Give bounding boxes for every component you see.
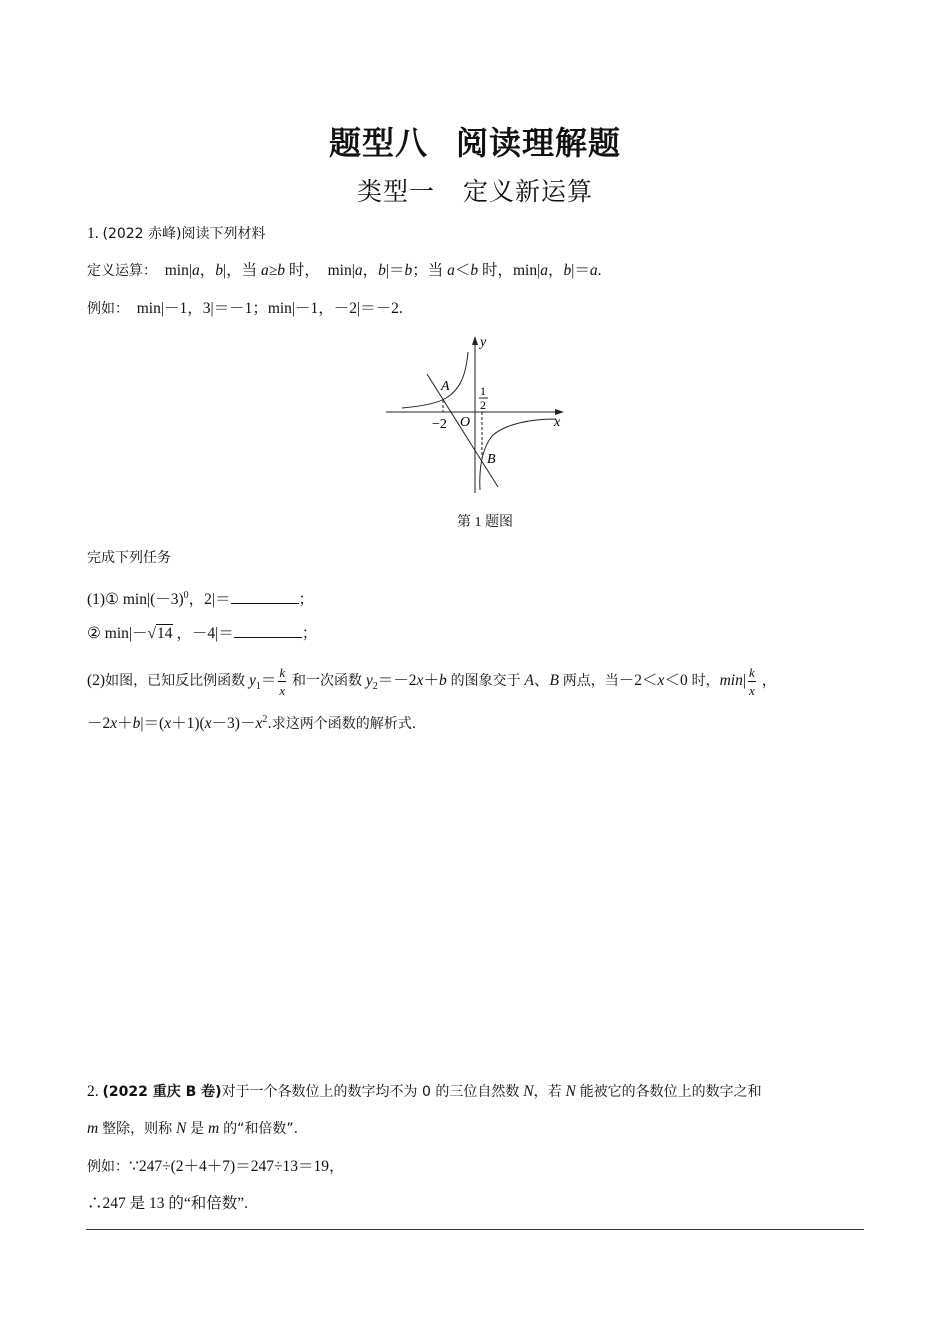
problem1-example: 例如： min|－1，3|＝－1；min|－1，－2|＝－2.	[87, 300, 403, 317]
task-2-line-2: $-2x+b|=(x+1)(x-3)-x^2$.求这两个函数的解析式.	[87, 714, 417, 733]
answer-blank-2[interactable]	[234, 623, 302, 638]
x-axis-label: x	[554, 415, 561, 430]
figure-caption: 第 1 题图	[457, 515, 513, 530]
answer-blank-1[interactable]	[231, 589, 299, 604]
function-graph-figure	[380, 330, 580, 500]
problem1-heading: 1. (2022 赤峰)阅读下列材料	[87, 225, 266, 242]
tick-half-den: 2	[480, 398, 486, 412]
tasks-heading: 完成下列任务	[87, 550, 171, 566]
problem2-example-calc: 例如：∵247÷(2＋4＋7)＝247÷13＝19，	[87, 1158, 345, 1175]
origin-label: O	[460, 415, 471, 430]
tick-neg2-label: −2	[432, 417, 447, 432]
subtitle-part-right: 定义新运算	[463, 177, 594, 206]
tick-half-num: 1	[480, 384, 486, 398]
title-part-right: 阅读理解题	[456, 124, 622, 162]
graph-svg	[380, 330, 580, 500]
point-b-label: B	[487, 452, 496, 467]
page-title	[0, 118, 950, 164]
problem2-line-1: 2. (2022 重庆 B 卷)对于一个各数位上的数字均不为 0 的三位自然数 N，若 N 能被它的各数位上的数字之和	[87, 1083, 762, 1100]
subtitle-part-left: 类型一	[356, 177, 435, 206]
task-1-item-1: (1)① $\min|(-3)^0$，2|＝ ；	[87, 590, 315, 609]
problem2-example-conclusion: ∴247 是 13 的“和倍数”.	[87, 1195, 249, 1212]
problem1-definition: 定义运算： min|a，b|，当 a≥b 时， min|a，b|＝b；当 a＜b 时，min|a，b|＝a.	[87, 262, 602, 279]
point-a-label: A	[441, 379, 450, 394]
task-2-line-1: (2)如图，已知反比例函数 $y_1=$ $\frac{k}{x}$ 和一次函数 $y_2=-2x+b$ 的图象交于 A、B 两点，当－2＜x＜0 时，min| $\frac{k}{x}$ ，	[87, 665, 778, 698]
bottom-divider	[86, 1229, 864, 1230]
y-axis-label: y	[480, 335, 487, 350]
page-subtitle	[0, 172, 950, 208]
problem2-line-2: m 整除，则称 N 是 m 的“和倍数”.	[87, 1120, 299, 1137]
title-part-left: 题型八	[328, 124, 428, 162]
task-1-item-2: ② min|－√14 ，－4|＝ ；	[87, 625, 318, 642]
